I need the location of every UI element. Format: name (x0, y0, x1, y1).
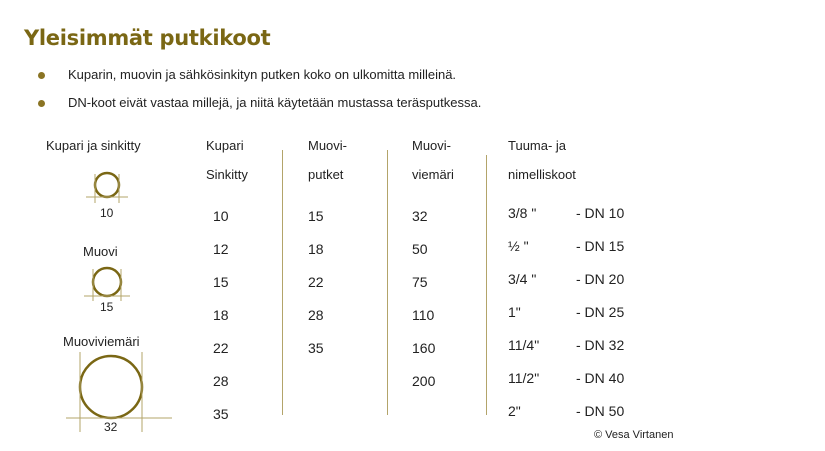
table-cell: 35 (308, 340, 324, 356)
pipe-10-diagram (86, 166, 128, 204)
inch-size: 3/8 " (508, 205, 537, 221)
dn-size: - DN 10 (576, 205, 625, 221)
dn-size: - DN 15 (576, 238, 625, 254)
table-cell: 50 (412, 241, 428, 257)
column-divider (486, 155, 487, 415)
column-header: Muovi- (412, 138, 452, 153)
dn-size: - DN 40 (576, 370, 625, 386)
column-header: Muovi- (308, 138, 348, 153)
bullet-dot (38, 100, 45, 107)
table-cell: 200 (412, 373, 436, 389)
pipe-size-label: 15 (100, 300, 114, 314)
table-cell: 22 (308, 274, 324, 290)
bullet-dot (38, 72, 45, 79)
page-title: Yleisimmät putkikoot (24, 26, 271, 50)
table-cell: 18 (308, 241, 324, 257)
column-header: viemäri (412, 167, 454, 182)
inch-size: 1" (508, 304, 521, 320)
table-cell: 22 (213, 340, 229, 356)
pipe-label: Muoviviemäri (63, 334, 140, 349)
pipe-size-label: 10 (100, 206, 114, 220)
table-cell: 75 (412, 274, 428, 290)
inch-size: 3/4 " (508, 271, 537, 287)
diagram-header: Kupari ja sinkitty (46, 138, 141, 153)
pipe-15-diagram (84, 262, 130, 302)
column-header: nimelliskoot (508, 167, 576, 182)
dn-size: - DN 25 (576, 304, 625, 320)
column-header: Sinkitty (206, 167, 248, 182)
column-header: putket (308, 167, 344, 182)
table-cell: 28 (308, 307, 324, 323)
table-cell: 15 (308, 208, 324, 224)
table-cell: 32 (412, 208, 428, 224)
column-header: Tuuma- ja (508, 138, 567, 153)
column-divider (282, 150, 283, 415)
inch-size: 2" (508, 403, 521, 419)
pipe-size-label: 32 (104, 420, 118, 434)
inch-size: 11/4" (508, 337, 540, 353)
table-cell: 28 (213, 373, 229, 389)
table-cell: 35 (213, 406, 229, 422)
table-cell: 18 (213, 307, 229, 323)
dn-size: - DN 50 (576, 403, 625, 419)
table-cell: 110 (412, 307, 435, 323)
copyright: © Vesa Virtanen (594, 429, 674, 441)
pipe-label: Muovi (83, 244, 118, 259)
dn-size: - DN 32 (576, 337, 625, 353)
column-header: Kupari (206, 138, 244, 153)
table-cell: 10 (213, 208, 229, 224)
table-cell: 12 (213, 241, 229, 257)
inch-size: ½ " (508, 238, 529, 254)
bullet-text: DN-koot eivät vastaa millejä, ja niitä käytetään mustassa teräsputkessa. (68, 95, 482, 110)
table-cell: 160 (412, 340, 436, 356)
table-cell: 15 (213, 274, 229, 290)
bullet-text: Kuparin, muovin ja sähkösinkityn putken koko on ulkomitta milleinä. (68, 67, 457, 82)
column-divider (387, 150, 388, 415)
dn-size: - DN 20 (576, 271, 625, 287)
inch-size: 11/2" (508, 370, 540, 386)
pipe-32-diagram (66, 350, 174, 434)
